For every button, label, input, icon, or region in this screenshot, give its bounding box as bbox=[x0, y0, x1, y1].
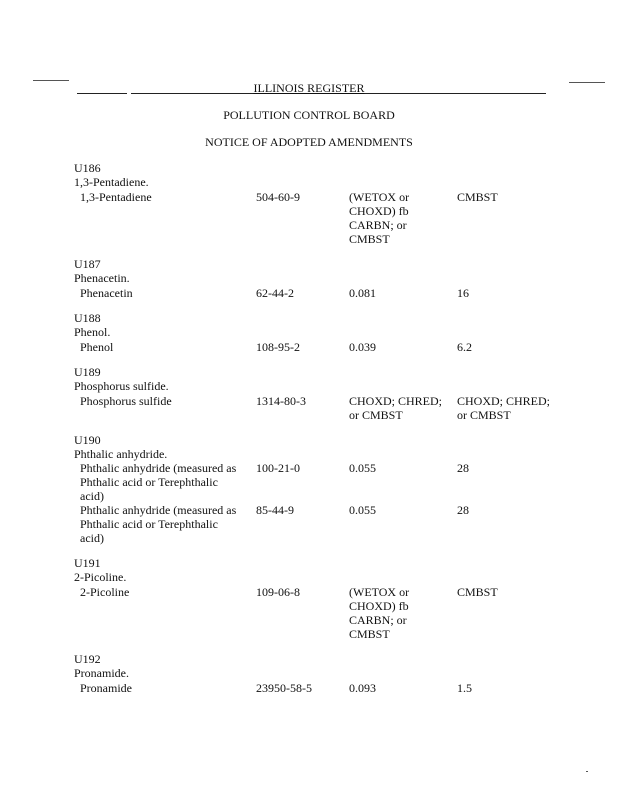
waste-code: U187 bbox=[74, 257, 101, 271]
nonwastewater-standard: 6.2 bbox=[457, 340, 472, 354]
wastewater-standard: (WETOX or CHOXD) fb CARBN; or CMBST bbox=[349, 190, 410, 246]
constituent: Phosphorus sulfide bbox=[80, 394, 172, 408]
nonwastewater-standard: CMBST bbox=[457, 190, 498, 204]
wastewater-standard: (WETOX or CHOXD) fb CARBN; or CMBST bbox=[349, 585, 410, 641]
wastewater-standard: 0.081 bbox=[349, 286, 376, 300]
register-title: ILLINOIS REGISTER bbox=[253, 81, 365, 95]
cas-number: 109-06-8 bbox=[256, 585, 300, 599]
notice-title: NOTICE OF ADOPTED AMENDMENTS bbox=[205, 135, 413, 149]
waste-code: U190 bbox=[74, 433, 101, 447]
constituent: 2-Picoline bbox=[80, 585, 130, 599]
wastewater-standard: 0.039 bbox=[349, 340, 376, 354]
waste-code: U191 bbox=[74, 556, 101, 570]
waste-name: Phosphorus sulfide. bbox=[74, 379, 169, 393]
cas-number: 1314-80-3 bbox=[256, 394, 306, 408]
nonwastewater-standard: CMBST bbox=[457, 585, 498, 599]
nonwastewater-standard: CHOXD; CHRED; or CMBST bbox=[457, 394, 551, 422]
cas-number: 108-95-2 bbox=[256, 340, 300, 354]
waste-name: Pronamide. bbox=[74, 666, 129, 680]
waste-name: Phenacetin. bbox=[74, 271, 130, 285]
waste-name: Phthalic anhydride. bbox=[74, 447, 168, 461]
wastewater-standard: 0.055 bbox=[349, 461, 376, 475]
waste-code: U186 bbox=[74, 161, 101, 175]
wastewater-standard: CHOXD; CHRED; or CMBST bbox=[349, 394, 443, 422]
scan-speck bbox=[586, 771, 588, 772]
wastewater-standard: 0.055 bbox=[349, 503, 376, 517]
waste-code: U188 bbox=[74, 311, 101, 325]
cas-number: 23950-58-5 bbox=[256, 681, 312, 695]
nonwastewater-standard: 28 bbox=[457, 503, 469, 517]
constituent: Phenacetin bbox=[80, 286, 133, 300]
nonwastewater-standard: 1.5 bbox=[457, 681, 472, 695]
waste-name: 2-Picoline. bbox=[74, 570, 127, 584]
waste-code: U192 bbox=[74, 652, 101, 666]
wastewater-standard: 0.093 bbox=[349, 681, 376, 695]
constituent: 1,3-Pentadiene bbox=[80, 190, 152, 204]
constituent: Pronamide bbox=[80, 681, 132, 695]
waste-code: U189 bbox=[74, 365, 101, 379]
board-title: POLLUTION CONTROL BOARD bbox=[223, 108, 395, 122]
cas-number: 504-60-9 bbox=[256, 190, 300, 204]
cas-number: 85-44-9 bbox=[256, 503, 294, 517]
waste-name: 1,3-Pentadiene. bbox=[74, 175, 149, 189]
constituent: Phthalic anhydride (measured as Phthalic acid or Terephthalic acid) bbox=[80, 461, 237, 503]
waste-name: Phenol. bbox=[74, 325, 111, 339]
cas-number: 62-44-2 bbox=[256, 286, 294, 300]
constituent: Phthalic anhydride (measured as Phthalic acid or Terephthalic acid) bbox=[80, 503, 237, 545]
constituent: Phenol bbox=[80, 340, 114, 354]
nonwastewater-standard: 16 bbox=[457, 286, 469, 300]
cas-number: 100-21-0 bbox=[256, 461, 300, 475]
nonwastewater-standard: 28 bbox=[457, 461, 469, 475]
